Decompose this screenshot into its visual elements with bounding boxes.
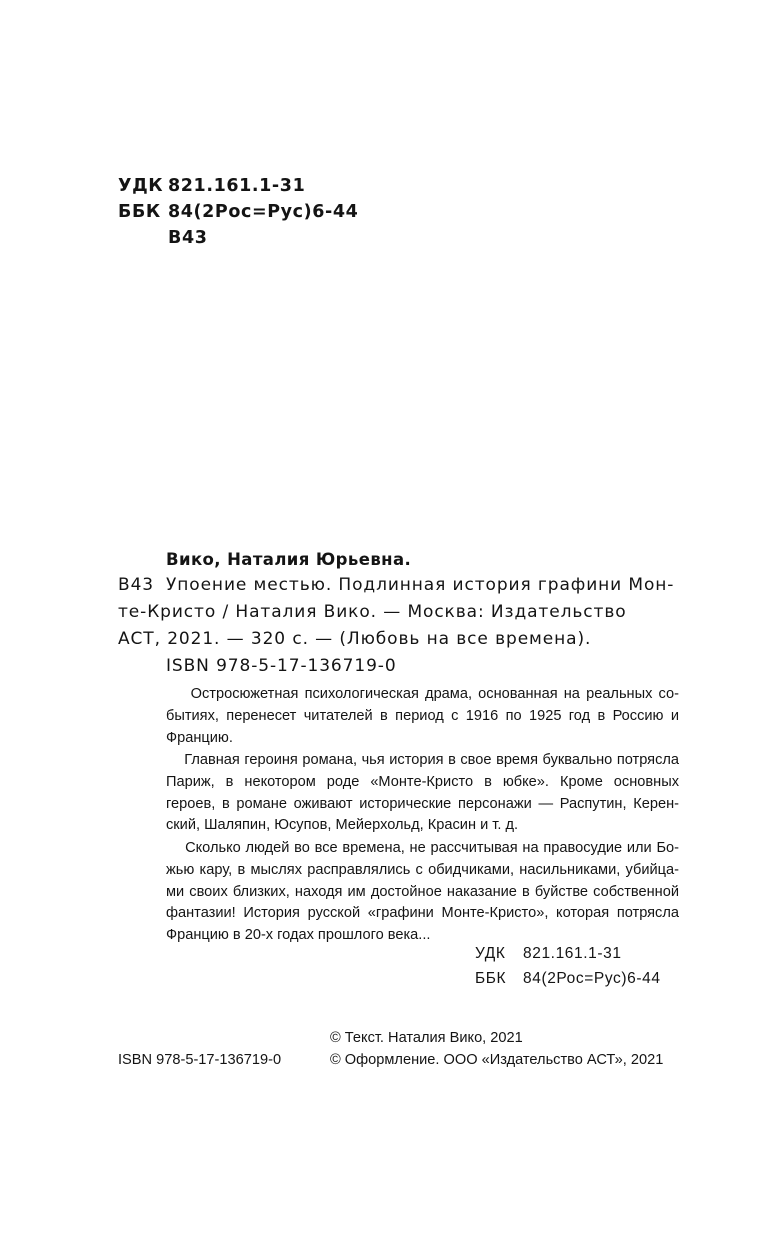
annotation-paragraph bbox=[166, 750, 679, 837]
entry-line: те-Кристо / Наталия Вико. — Москва: Издательство bbox=[118, 602, 627, 622]
copyright-design: © Оформление. ООО «Издательство АСТ», 2021 bbox=[330, 1052, 664, 1068]
bbk-value: 84(2Рос=Рус)6-44 bbox=[168, 202, 359, 222]
udk-value-bottom: 821.161.1-31 bbox=[523, 945, 622, 962]
annotation-line: жью кару, в мыслях расправлялись с обидчиками, насильниками, убийца- bbox=[166, 861, 679, 878]
udk-value: 821.161.1-31 bbox=[168, 176, 306, 196]
annotation-line: Францию в 20-х годах прошлого века... bbox=[166, 927, 431, 944]
copyright-text: © Текст. Наталия Вико, 2021 bbox=[330, 1030, 523, 1046]
annotation-line: Главная героиня романа, чья история в свое время буквально потрясла bbox=[166, 752, 679, 768]
annotation-line: Сколько людей во все времена, не рассчитывая на правосудие или Бо- bbox=[166, 840, 680, 856]
udk-label-bottom: УДК bbox=[475, 945, 506, 962]
bbk-value-bottom: 84(2Рос=Рус)6-44 bbox=[523, 970, 661, 987]
annotation-paragraph bbox=[166, 684, 679, 749]
annotation-line: бытиях, перенесет читателей в период с 1916 по 1925 год в Россию и bbox=[166, 707, 679, 724]
annotation-line: Париж, в некотором роде «Монте-Кристо в юбке». Кроме основных bbox=[166, 773, 679, 790]
entry-line: Упоение местью. Подлинная история графини Мон- bbox=[166, 575, 675, 595]
annotation-line: ми своих близких, находя им достойное наказание в буйстве собственной bbox=[166, 883, 679, 900]
annotation-line: Францию. bbox=[166, 729, 233, 746]
bbk-label: ББК bbox=[118, 202, 161, 222]
annotation-line: героев, в романе оживают исторические персонажи — Распутин, Керен- bbox=[166, 795, 679, 812]
annotation-line: ский, Шаляпин, Юсупов, Мейерхольд, Красин и т. д. bbox=[166, 817, 519, 834]
entry-isbn: ISBN 978-5-17-136719-0 bbox=[166, 656, 397, 676]
author-mark: В43 bbox=[168, 228, 208, 248]
entry-line: АСТ, 2021. — 320 с. — (Любовь на все времена). bbox=[118, 629, 592, 649]
author-heading: Вико, Наталия Юрьевна. bbox=[166, 550, 412, 569]
annotation-paragraph bbox=[166, 838, 679, 947]
udk-label: УДК bbox=[118, 176, 164, 196]
annotation-line: Остросюжетная психологическая драма, основанная на реальных со- bbox=[166, 686, 679, 702]
annotation-line: фантазии! История русской «графини Монте-Кристо», которая потрясла bbox=[166, 905, 679, 922]
footer-isbn: ISBN 978-5-17-136719-0 bbox=[118, 1052, 282, 1068]
entry-code: В43 bbox=[118, 575, 154, 595]
bbk-label-bottom: ББК bbox=[475, 970, 507, 987]
